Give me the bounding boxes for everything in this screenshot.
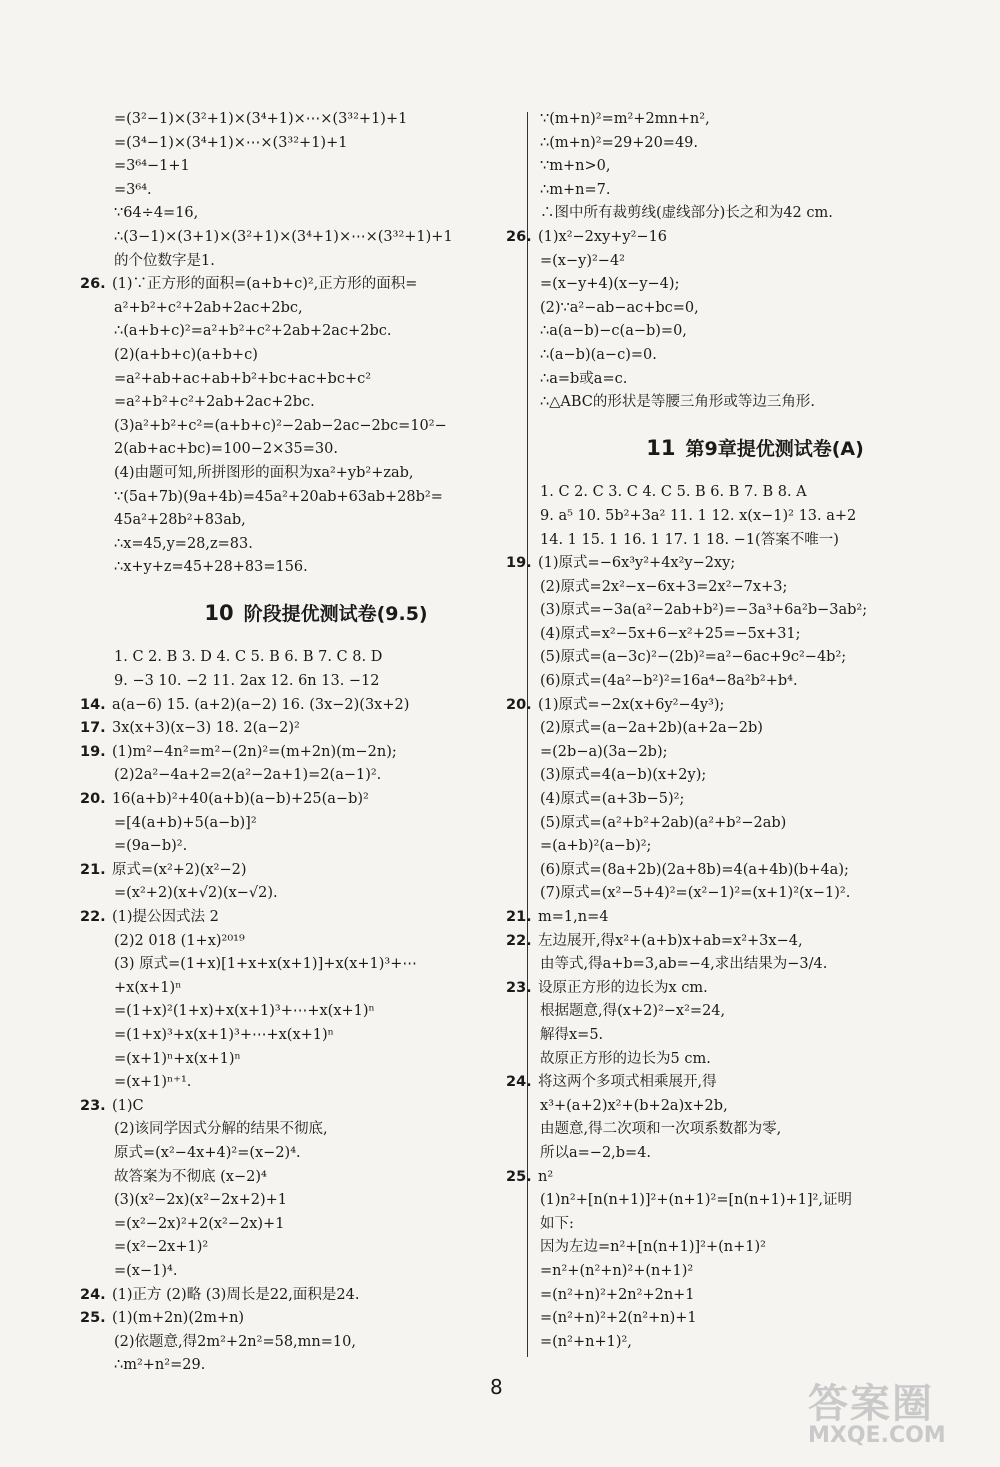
watermark: [808, 1372, 978, 1448]
answer-text: =(x²−2x+1)²: [114, 1239, 209, 1256]
answer-line: [538, 179, 972, 203]
answer-text: =(3²−1)×(3²+1)×(3⁴+1)×⋯×(3³²+1)+1: [114, 111, 408, 127]
answer-text: (2)原式=2x²−x−6x+3=2x²−7x+3;: [540, 578, 788, 595]
answer-text: =(x²−2x)²+2(x²−2x)+1: [114, 1215, 285, 1232]
answer-text: (1)m²−4n²=m²−(2n)²=(m+2n)(m−2n);: [112, 743, 397, 760]
answer-line: [538, 1331, 972, 1355]
answer-text: a(a−6) 15. (a+2)(a−2) 16. (3x−2)(3x+2): [112, 696, 410, 713]
answer-line: [538, 812, 972, 836]
answer-text: +x(x+1)ⁿ: [114, 979, 182, 996]
answer-text: =(1+x)²(1+x)+x(x+1)³+⋯+x(x+1)ⁿ: [114, 1003, 375, 1020]
answer-text: =3⁶⁴.: [114, 181, 152, 198]
answer-text: (2)∵a²−ab−ac+bc=0,: [540, 299, 699, 316]
answer-line: [538, 1284, 972, 1308]
question-number: 21.: [506, 909, 532, 925]
answer-line: [506, 694, 972, 718]
left-answers-part2: [80, 646, 520, 1377]
question-number: 22.: [506, 932, 532, 949]
answer-text: ∴(m+n)²=29+20=49.: [540, 134, 698, 151]
answer-text: 16(a+b)²+40(a+b)(a−b)+25(a−b)²: [112, 791, 369, 808]
answer-line: [112, 108, 520, 132]
question-number: 22.: [80, 909, 106, 925]
answer-text: =(2b−a)(3a−2b);: [540, 743, 668, 760]
answer-text: (1)(m+2n)(2m+n): [112, 1310, 245, 1327]
answer-line: [506, 552, 972, 576]
answer-text: ∴图中所有裁剪线(虚线部分)长之和为42 cm.: [540, 205, 833, 222]
answer-text: ∵(m+n)²=m²+2mn+n²,: [540, 111, 710, 127]
answer-text: n²: [538, 1168, 554, 1185]
question-number: 25.: [506, 1168, 532, 1185]
answer-line: [112, 533, 520, 557]
answer-line: [112, 1166, 520, 1190]
answer-line: [538, 273, 972, 297]
answer-line: [112, 509, 520, 533]
question-number: 24.: [80, 1286, 106, 1303]
answer-line: [538, 391, 972, 415]
answer-text: ∴(a+b+c)²=a²+b²+c²+2ab+2ac+2bc.: [114, 323, 392, 340]
answer-line: [80, 788, 520, 812]
question-number: 20.: [506, 696, 532, 713]
question-number: 19.: [80, 743, 106, 760]
answer-text: (6)原式=(8a+2b)(2a+8b)=4(a+4b)(b+4a);: [540, 861, 849, 878]
answer-text: 2(ab+ac+bc)=100−2×35=30.: [114, 441, 338, 458]
answer-text: 由等式,得a+b=3,ab=−4,求出结果为−3/4.: [540, 956, 828, 973]
section-10-title: 阶段提优测试卷(9.5): [243, 602, 428, 625]
answer-text: ∴x+y+z=45+28+83=156.: [114, 559, 308, 576]
answer-text: (1)∵正方形的面积=(a+b+c)²,正方形的面积=: [112, 276, 418, 293]
answer-text: (3)原式=4(a−b)(x+2y);: [540, 767, 707, 784]
question-number: 26.: [506, 228, 532, 245]
answer-line: [538, 529, 972, 553]
watermark-logo: 答案圈: [808, 1381, 934, 1427]
answer-line: [112, 391, 520, 415]
answer-text: 所以a=−2,b=4.: [540, 1144, 652, 1161]
answer-text: 由题意,得二次项和一次项系数都为零,: [540, 1121, 782, 1138]
answer-line: [112, 1024, 520, 1048]
answer-text: 45a²+28b²+83ab,: [114, 512, 246, 529]
left-answers-part1: [80, 108, 520, 580]
answer-line: [538, 250, 972, 274]
answer-text: (3)(x²−2x)(x²−2x+2)+1: [114, 1192, 288, 1209]
answer-text: =(a+b)²(a−b)²;: [540, 838, 652, 855]
answer-text: (3) 原式=(1+x)[1+x+x(x+1)]+x(x+1)³+⋯: [114, 956, 417, 973]
page-number: 8: [490, 1375, 503, 1399]
answer-text: 1. C 2. B 3. D 4. C 5. B 6. B 7. C 8. D: [114, 649, 383, 666]
answer-line: [538, 953, 972, 977]
answer-line: [538, 481, 972, 505]
answer-line: [112, 1236, 520, 1260]
answer-line: [538, 576, 972, 600]
answer-line: [538, 1189, 972, 1213]
answer-line: [538, 505, 972, 529]
section-11-number: 11: [646, 435, 676, 460]
answer-text: =(x+1)ⁿ⁺¹.: [114, 1074, 192, 1091]
answer-text: =a²+b²+c²+2ab+2ac+2bc.: [114, 394, 315, 411]
section-11-heading: [538, 437, 972, 462]
answer-text: =(x−y+4)(x−y−4);: [540, 276, 680, 293]
answer-text: ∴m²+n²=29.: [114, 1357, 206, 1374]
answer-line: [506, 226, 972, 250]
answer-line: [538, 1095, 972, 1119]
question-number: 24.: [506, 1074, 532, 1091]
answer-text: (1)原式=−2x(x+6y²−4y³);: [538, 696, 725, 713]
answer-line: [538, 202, 972, 226]
answer-line: [112, 882, 520, 906]
answer-line: [112, 1071, 520, 1095]
answer-line: [538, 623, 972, 647]
answer-text: ∵64÷4=16,: [114, 205, 199, 222]
answer-line: [538, 599, 972, 623]
answer-text: =[4(a+b)+5(a−b)]²: [114, 814, 257, 831]
answer-line: [112, 1331, 520, 1355]
answer-line: [506, 977, 972, 1001]
right-answers-part2: [506, 481, 972, 1354]
answer-text: =(9a−b)².: [114, 838, 188, 855]
answer-text: 1. C 2. C 3. C 4. C 5. B 6. B 7. B 8. A: [540, 484, 807, 501]
answer-line: [538, 132, 972, 156]
answer-line: [80, 694, 520, 718]
answer-text: (5)原式=(a²+b²+2ab)(a²+b²−2ab): [540, 814, 787, 831]
answer-text: 9. a⁵ 10. 5b²+3a² 11. 1 12. x(x−1)² 13. a+2: [540, 507, 857, 524]
answer-line: [112, 179, 520, 203]
answer-line: [538, 646, 972, 670]
answer-line: [112, 155, 520, 179]
answer-text: (2)依题意,得2m²+2n²=58,mn=10,: [114, 1333, 356, 1350]
answer-line: [538, 108, 972, 132]
answer-text: =(x−1)⁴.: [114, 1262, 178, 1279]
answer-line: [538, 368, 972, 392]
answer-text: (1)原式=−6x³y²+4x²y−2xy;: [538, 555, 736, 572]
answer-line: [112, 977, 520, 1001]
answer-text: =(x−y)²−4²: [540, 252, 625, 269]
answer-text: (7)原式=(x²−5+4)²=(x²−1)²=(x+1)²(x−1)².: [540, 885, 851, 902]
answer-line: [538, 1048, 972, 1072]
answer-text: (2)2a²−4a+2=2(a²−2a+1)=2(a−1)².: [114, 767, 382, 784]
answer-text: ∵m+n>0,: [540, 158, 611, 175]
answer-text: ∴△ABC的形状是等腰三角形或等边三角形.: [540, 394, 815, 411]
answer-text: (1)x²−2xy+y²−16: [538, 228, 668, 245]
answer-line: [112, 764, 520, 788]
answer-line: [538, 1307, 972, 1331]
answer-line: [112, 344, 520, 368]
answer-text: 左边展开,得x²+(a+b)x+ab=x²+3x−4,: [538, 932, 803, 949]
answer-line: [538, 1024, 972, 1048]
answer-text: 故答案为不彻底 (x−2)⁴: [114, 1168, 267, 1185]
answer-text: 的个位数字是1.: [114, 252, 215, 269]
answer-text: ∴a=b或a=c.: [540, 370, 628, 387]
answer-line: [80, 717, 520, 741]
answer-line: [80, 859, 520, 883]
answer-line: [112, 320, 520, 344]
answer-line: [112, 1118, 520, 1142]
answer-line: [538, 155, 972, 179]
answer-text: (3)a²+b²+c²=(a+b+c)²−2ab−2ac−2bc=10²−: [114, 417, 447, 434]
answer-text: (4)原式=x²−5x+6−x²+25=−5x+31;: [540, 625, 801, 642]
answer-line: [112, 835, 520, 859]
answer-text: 根据题意,得(x+2)²−x²=24,: [540, 1003, 726, 1020]
question-number: 26.: [80, 276, 106, 293]
answer-line: [80, 273, 520, 297]
answer-line: [538, 882, 972, 906]
answer-text: (1)n²+[n(n+1)]²+(n+1)²=[n(n+1)+1]²,证明: [540, 1192, 852, 1209]
answer-text: m=1,n=4: [538, 909, 609, 925]
answer-line: [112, 368, 520, 392]
answer-text: ∵(5a+7b)(9a+4b)=45a²+20ab+63ab+28b²=: [114, 488, 443, 505]
answer-line: [538, 1213, 972, 1237]
answer-text: =(x²+2)(x+√2)(x−√2).: [114, 885, 278, 902]
answer-line: [538, 344, 972, 368]
answer-text: (1)C: [112, 1097, 144, 1114]
answer-text: x³+(a+2)x²+(b+2a)x+2b,: [540, 1097, 728, 1114]
question-number: 20.: [80, 791, 106, 808]
answer-line: [112, 930, 520, 954]
answer-line: [112, 132, 520, 156]
answer-line: [538, 1236, 972, 1260]
answer-text: (5)原式=(a−3c)²−(2b)²=a²−6ac+9c²−4b²;: [540, 649, 847, 666]
answer-line: [538, 717, 972, 741]
answer-text: 原式=(x²−4x+4)²=(x−2)⁴.: [114, 1144, 301, 1161]
answer-line: [112, 226, 520, 250]
answer-line: [80, 1095, 520, 1119]
answer-line: [112, 812, 520, 836]
answer-text: =(n²+n+1)²,: [540, 1333, 632, 1350]
answer-text: (6)原式=(4a²−b²)²=16a⁴−8a²b²+b⁴.: [540, 673, 798, 690]
answer-line: [506, 930, 972, 954]
answer-text: (4)由题可知,所拼图形的面积为xa²+yb²+zab,: [114, 464, 414, 481]
answer-text: 将这两个多项式相乘展开,得: [538, 1074, 717, 1091]
answer-line: [112, 953, 520, 977]
answer-line: [112, 646, 520, 670]
answer-text: ∴(a−b)(a−c)=0.: [540, 346, 657, 363]
answer-line: [112, 1213, 520, 1237]
answer-text: 3x(x+3)(x−3) 18. 2(a−2)²: [112, 720, 300, 737]
answer-line: [538, 1000, 972, 1024]
answer-line: [112, 250, 520, 274]
answer-text: =(3⁴−1)×(3⁴+1)×⋯×(3³²+1)+1: [114, 134, 348, 151]
answer-text: =(1+x)³+x(x+1)³+⋯+x(x+1)ⁿ: [114, 1026, 334, 1043]
answer-line: [506, 1166, 972, 1190]
question-number: 19.: [506, 555, 532, 572]
answer-line: [538, 320, 972, 344]
answer-text: (2)该同学因式分解的结果不彻底,: [114, 1121, 328, 1138]
answer-text: 9. −3 10. −2 11. 2ax 12. 6n 13. −12: [114, 673, 380, 690]
answer-line: [538, 835, 972, 859]
answer-line: [112, 1000, 520, 1024]
question-number: 14.: [80, 696, 106, 713]
answer-line: [112, 415, 520, 439]
answer-line: [112, 1048, 520, 1072]
answer-line: [80, 1284, 520, 1308]
answer-line: [538, 741, 972, 765]
section-10-heading: [112, 602, 520, 627]
answer-text: 故原正方形的边长为5 cm.: [540, 1050, 711, 1067]
answer-line: [506, 906, 972, 930]
answer-text: (2)原式=(a−2a+2b)(a+2a−2b): [540, 720, 763, 737]
answer-text: (1)正方 (2)略 (3)周长是22,面积是24.: [112, 1286, 360, 1303]
answer-line: [538, 859, 972, 883]
answer-text: (2)2 018 (1+x)²⁰¹⁹: [114, 932, 245, 949]
answer-text: =n²+(n²+n)²+(n+1)²: [540, 1262, 694, 1279]
answer-text: a²+b²+c²+2ab+2ac+2bc,: [114, 299, 303, 316]
answer-line: [112, 1354, 520, 1378]
question-number: 25.: [80, 1310, 106, 1327]
question-number: 23.: [506, 979, 532, 996]
section-10-number: 10: [204, 600, 234, 625]
answer-text: 如下:: [540, 1215, 574, 1232]
answer-line: [112, 462, 520, 486]
answer-text: =a²+ab+ac+ab+b²+bc+ac+bc+c²: [114, 370, 372, 387]
answer-line: [538, 1260, 972, 1284]
answer-text: ∴(3−1)×(3+1)×(3²+1)×(3⁴+1)×⋯×(3³²+1)+1: [114, 228, 453, 245]
answer-line: [538, 1118, 972, 1142]
answer-text: (4)原式=(a+3b−5)²;: [540, 791, 685, 808]
answer-text: 设原正方形的边长为x cm.: [538, 979, 708, 996]
answer-line: [506, 1071, 972, 1095]
question-number: 17.: [80, 720, 106, 737]
answer-line: [112, 297, 520, 321]
answer-line: [112, 1260, 520, 1284]
answer-line: [112, 556, 520, 580]
answer-text: ∴a(a−b)−c(a−b)=0,: [540, 323, 687, 340]
answer-line: [80, 906, 520, 930]
right-column: [506, 108, 972, 1354]
answer-text: ∴m+n=7.: [540, 181, 611, 198]
section-11-title: 第9章提优测试卷(A): [685, 437, 864, 460]
answer-text: 原式=(x²+2)(x²−2): [112, 861, 247, 878]
answer-text: =(n²+n)²+2(n²+n)+1: [540, 1310, 697, 1327]
answer-line: [80, 1307, 520, 1331]
answer-text: (1)提公因式法 2: [112, 909, 219, 925]
answer-line: [112, 1142, 520, 1166]
answer-line: [112, 670, 520, 694]
answer-line: [80, 741, 520, 765]
answer-line: [112, 438, 520, 462]
answer-line: [538, 670, 972, 694]
right-answers-part1: [506, 108, 972, 415]
question-number: 21.: [80, 861, 106, 878]
left-column: [80, 108, 520, 1378]
answer-line: [538, 764, 972, 788]
answer-line: [112, 202, 520, 226]
answer-text: 因为左边=n²+[n(n+1)]²+(n+1)²: [540, 1239, 766, 1256]
answer-text: (3)原式=−3a(a²−2ab+b²)=−3a³+6a²b−3ab²;: [540, 602, 868, 619]
answer-line: [538, 788, 972, 812]
answer-text: ∴x=45,y=28,z=83.: [114, 535, 253, 552]
answer-text: 14. 1 15. 1 16. 1 17. 1 18. −1(答案不唯一): [540, 531, 839, 548]
answer-line: [112, 486, 520, 510]
answer-text: =(x+1)ⁿ+x(x+1)ⁿ: [114, 1050, 241, 1067]
watermark-site: MXQE.COM: [808, 1423, 946, 1448]
answer-text: =3⁶⁴−1+1: [114, 158, 190, 175]
question-number: 23.: [80, 1097, 106, 1114]
answer-text: (2)(a+b+c)(a+b+c): [114, 346, 258, 363]
answer-line: [538, 297, 972, 321]
answer-line: [538, 1142, 972, 1166]
answer-text: =(n²+n)²+2n²+2n+1: [540, 1286, 695, 1303]
answer-line: [112, 1189, 520, 1213]
answer-text: 解得x=5.: [540, 1026, 604, 1043]
